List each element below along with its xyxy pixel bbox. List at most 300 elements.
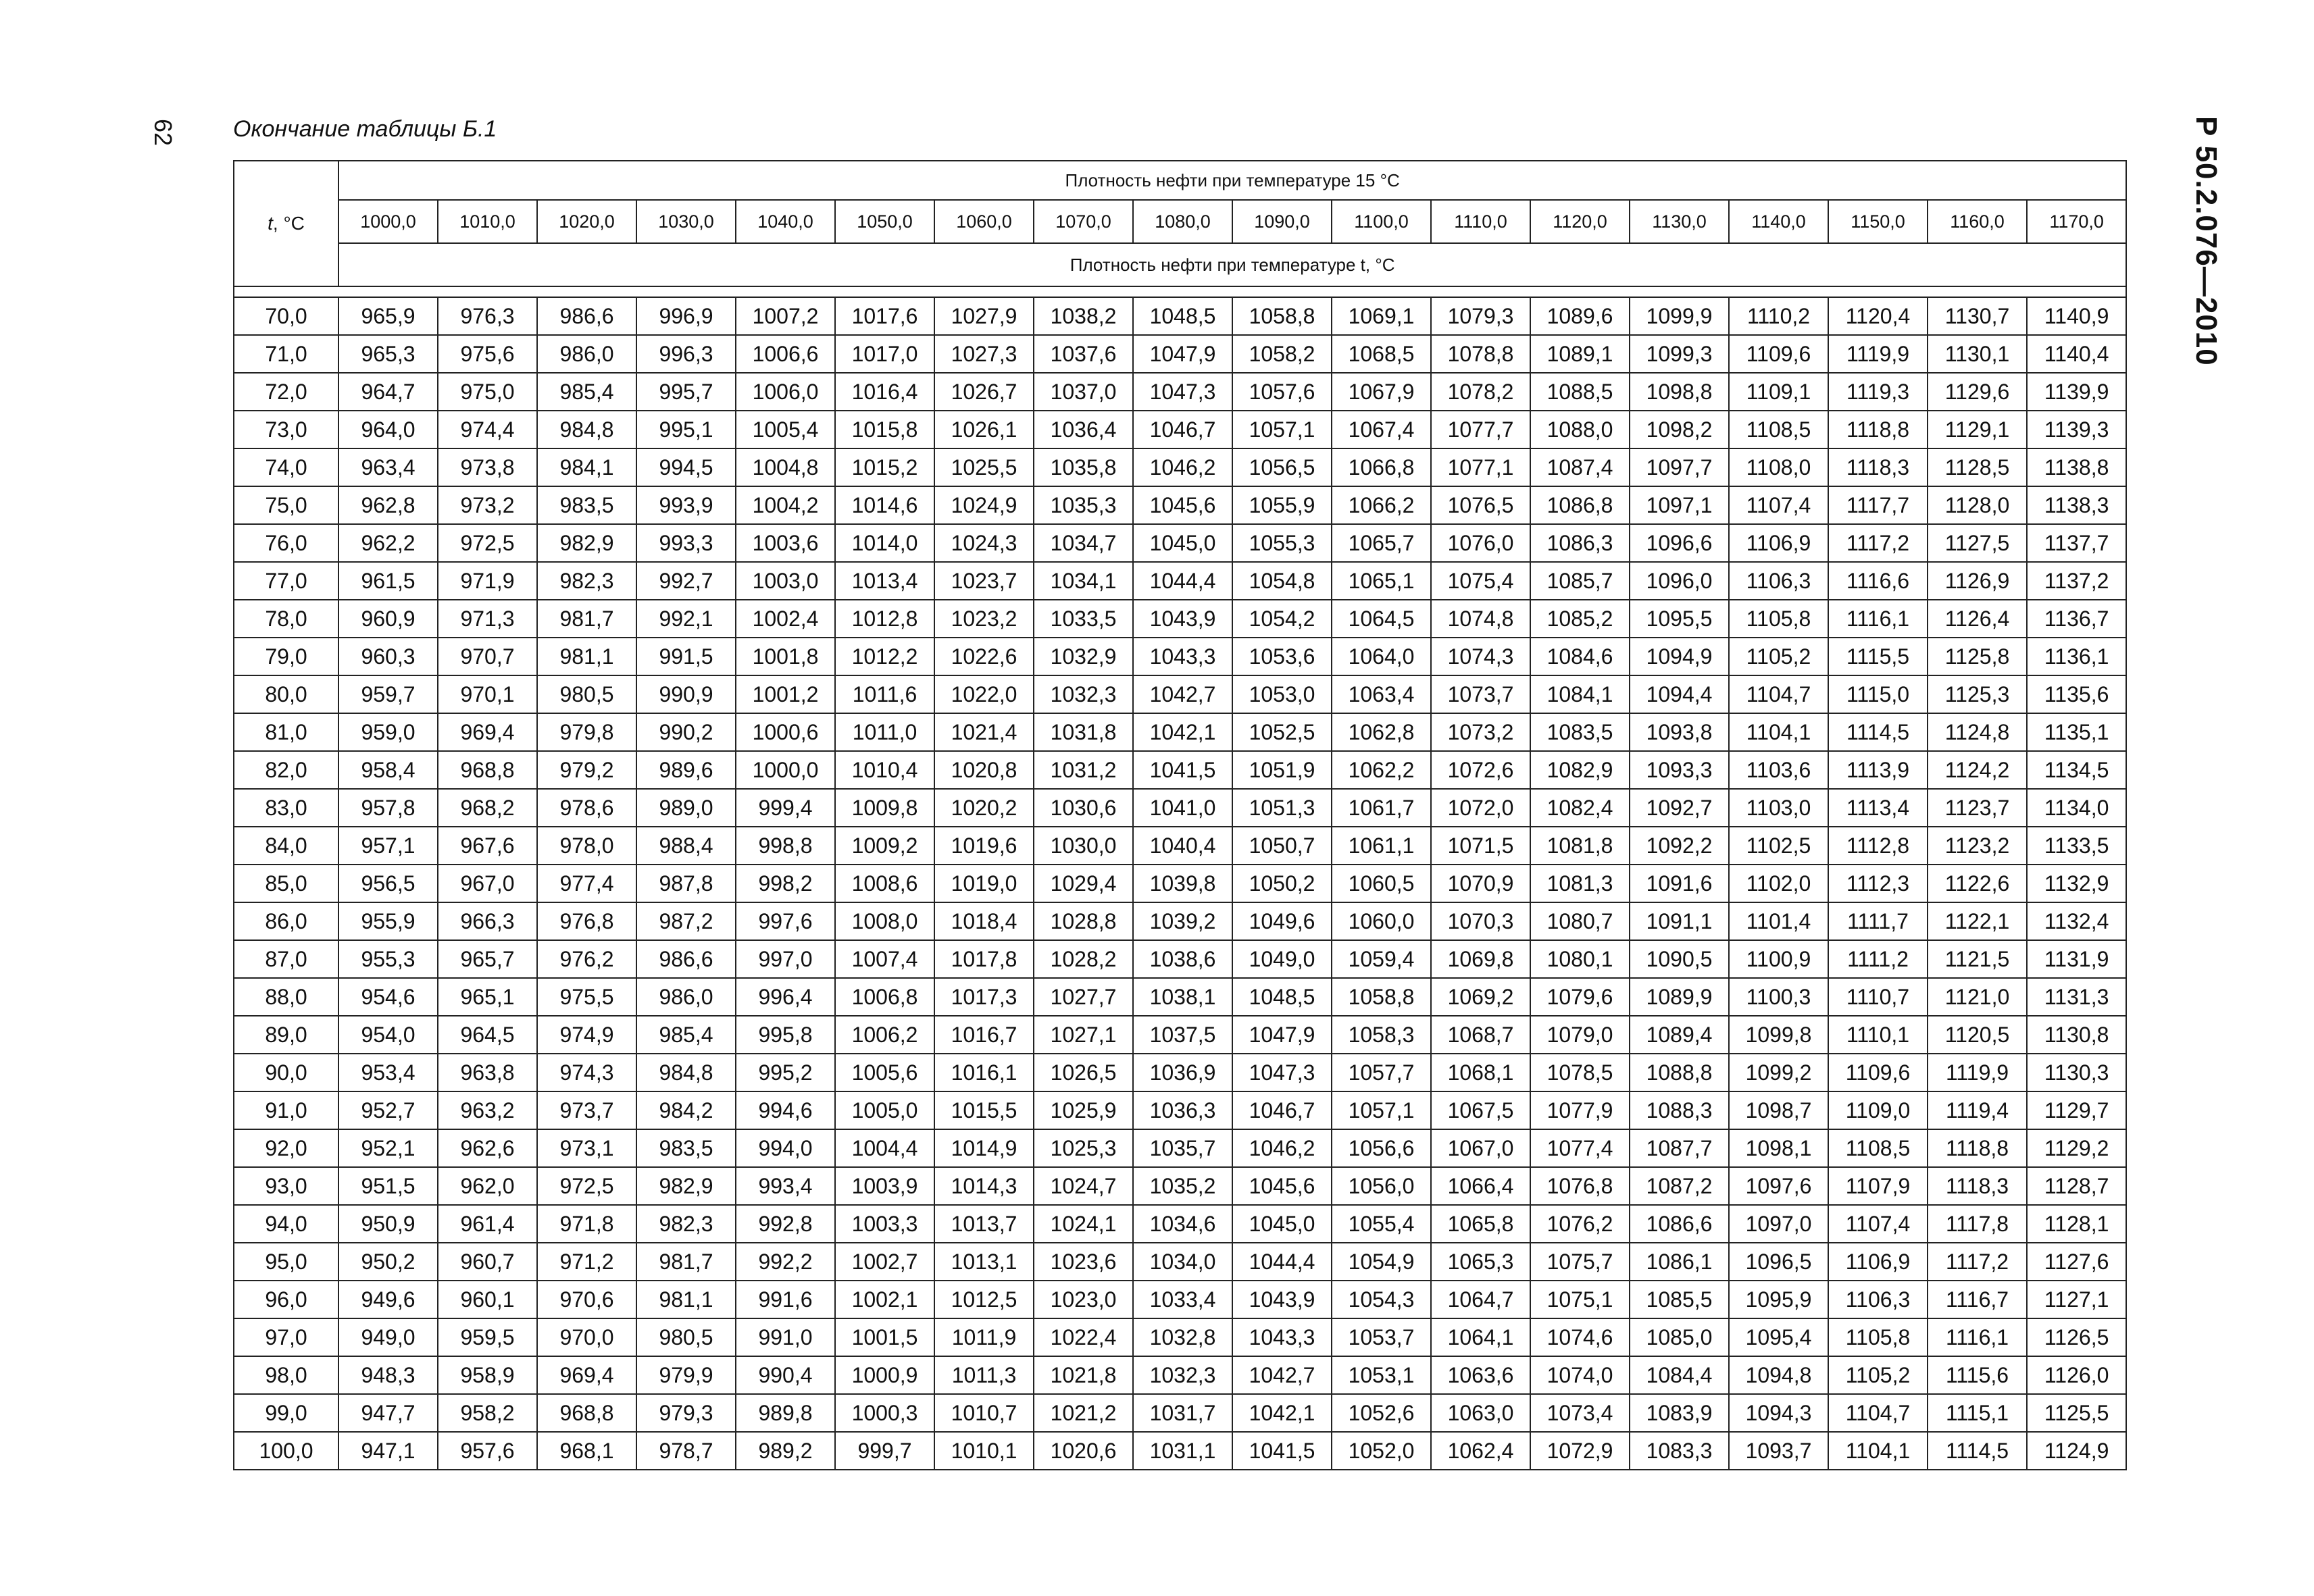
density-cell: 1049,0	[1232, 940, 1332, 978]
density-cell: 1030,0	[1034, 827, 1133, 865]
density-cell: 1046,2	[1232, 1129, 1332, 1167]
table-caption: Окончание таблицы Б.1	[233, 116, 497, 142]
density-cell: 1014,0	[835, 524, 934, 562]
density-cell: 1130,1	[1928, 335, 2027, 373]
density-cell: 981,7	[636, 1243, 736, 1281]
density-cell: 978,7	[636, 1432, 736, 1470]
density-cell: 987,8	[636, 865, 736, 902]
density-cell: 1105,8	[1828, 1318, 1928, 1356]
density-cell: 1088,3	[1630, 1091, 1729, 1129]
density-cell: 1127,1	[2027, 1281, 2126, 1318]
density-cell: 1033,5	[1034, 600, 1133, 638]
density-cell: 1128,0	[1928, 486, 2027, 524]
density-cell: 1080,1	[1530, 940, 1630, 978]
density-cell: 1049,6	[1232, 902, 1332, 940]
density-cell: 1008,0	[835, 902, 934, 940]
density-cell: 1023,2	[934, 600, 1034, 638]
density-cell: 1004,2	[736, 486, 835, 524]
density-cell: 1010,7	[934, 1394, 1034, 1432]
density-cell: 1054,9	[1332, 1243, 1431, 1281]
density-cell: 973,7	[537, 1091, 636, 1129]
density-cell: 950,2	[338, 1243, 438, 1281]
density-cell: 1009,8	[835, 789, 934, 827]
density-cell: 981,7	[537, 600, 636, 638]
density-cell: 1053,6	[1232, 638, 1332, 675]
density-cell: 1126,0	[2027, 1356, 2126, 1394]
density-cell: 1006,6	[736, 335, 835, 373]
density-cell: 1095,4	[1729, 1318, 1828, 1356]
density-cell: 984,8	[636, 1054, 736, 1091]
density-cell: 959,7	[338, 675, 438, 713]
density-cell: 983,5	[636, 1129, 736, 1167]
temperature-cell: 79,0	[234, 638, 338, 675]
density-cell: 1041,5	[1232, 1432, 1332, 1470]
table-row	[234, 1356, 2126, 1394]
density-cell: 1065,1	[1332, 562, 1431, 600]
density-cell: 1066,8	[1332, 448, 1431, 486]
density-cell: 1056,0	[1332, 1167, 1431, 1205]
density-column-header: 1100,0	[1332, 200, 1431, 243]
density-cell: 962,8	[338, 486, 438, 524]
density-cell: 999,7	[835, 1432, 934, 1470]
density-cell: 1065,3	[1431, 1243, 1530, 1281]
density-cell: 1090,5	[1630, 940, 1729, 978]
density-cell: 1095,9	[1729, 1281, 1828, 1318]
density-cell: 1023,7	[934, 562, 1034, 600]
density-cell: 994,5	[636, 448, 736, 486]
density-cell: 982,3	[636, 1205, 736, 1243]
density-cell: 1110,1	[1828, 1016, 1928, 1054]
density-cell: 970,0	[537, 1318, 636, 1356]
density-cell: 971,9	[438, 562, 537, 600]
density-cell: 1010,1	[934, 1432, 1034, 1470]
density-cell: 1129,1	[1928, 411, 2027, 448]
density-cell: 1011,9	[934, 1318, 1034, 1356]
density-cell: 1037,0	[1034, 373, 1133, 411]
density-cell: 1098,7	[1729, 1091, 1828, 1129]
density-column-header: 1070,0	[1034, 200, 1133, 243]
density-cell: 1116,6	[1828, 562, 1928, 600]
density-cell: 1105,2	[1828, 1356, 1928, 1394]
density-cell: 1107,4	[1828, 1205, 1928, 1243]
density-cell: 1077,7	[1431, 411, 1530, 448]
temperature-cell: 99,0	[234, 1394, 338, 1432]
density-cell: 974,4	[438, 411, 537, 448]
density-cell: 1084,6	[1530, 638, 1630, 675]
density-cell: 1012,5	[934, 1281, 1034, 1318]
table-row	[234, 1432, 2126, 1470]
temperature-cell: 90,0	[234, 1054, 338, 1091]
density-cell: 1063,0	[1431, 1394, 1530, 1432]
density-cell: 1063,4	[1332, 675, 1431, 713]
density-15c-group-header: Плотность нефти при температуре 15 °С	[338, 161, 2126, 200]
density-columns-row	[234, 200, 2126, 243]
density-cell: 1016,4	[835, 373, 934, 411]
density-cell: 965,7	[438, 940, 537, 978]
density-cell: 972,5	[438, 524, 537, 562]
temperature-cell: 75,0	[234, 486, 338, 524]
density-cell: 1129,2	[2027, 1129, 2126, 1167]
density-cell: 1064,5	[1332, 600, 1431, 638]
density-cell: 1014,3	[934, 1167, 1034, 1205]
density-cell: 1126,5	[2027, 1318, 2126, 1356]
density-cell: 1002,4	[736, 600, 835, 638]
density-cell: 955,9	[338, 902, 438, 940]
density-cell: 1037,6	[1034, 335, 1133, 373]
density-cell: 1082,4	[1530, 789, 1630, 827]
density-cell: 1043,3	[1232, 1318, 1332, 1356]
density-cell: 1040,4	[1133, 827, 1232, 865]
temperature-cell: 73,0	[234, 411, 338, 448]
density-cell: 1111,2	[1828, 940, 1928, 978]
table-row	[234, 675, 2126, 713]
density-cell: 1077,9	[1530, 1091, 1630, 1129]
density-cell: 982,9	[537, 524, 636, 562]
density-cell: 957,1	[338, 827, 438, 865]
density-cell: 1027,1	[1034, 1016, 1133, 1054]
density-column-header: 1020,0	[537, 200, 636, 243]
density-cell: 1024,7	[1034, 1167, 1133, 1205]
density-cell: 1085,0	[1630, 1318, 1729, 1356]
density-cell: 1019,6	[934, 827, 1034, 865]
temperature-cell: 95,0	[234, 1243, 338, 1281]
density-cell: 965,9	[338, 297, 438, 335]
density-column-header: 1110,0	[1431, 200, 1530, 243]
density-cell: 1042,1	[1232, 1394, 1332, 1432]
density-cell: 1057,1	[1232, 411, 1332, 448]
density-cell: 1079,3	[1431, 297, 1530, 335]
density-cell: 964,7	[338, 373, 438, 411]
density-t-group-header: Плотность нефти при температуре t, °С	[338, 243, 2126, 286]
density-cell: 1046,2	[1133, 448, 1232, 486]
density-cell: 1002,7	[835, 1243, 934, 1281]
density-cell: 1130,3	[2027, 1054, 2126, 1091]
density-cell: 1064,0	[1332, 638, 1431, 675]
density-cell: 1000,3	[835, 1394, 934, 1432]
density-cell: 979,2	[537, 751, 636, 789]
density-cell: 1075,7	[1530, 1243, 1630, 1281]
density-cell: 979,3	[636, 1394, 736, 1432]
density-cell: 959,5	[438, 1318, 537, 1356]
density-cell: 1132,4	[2027, 902, 2126, 940]
density-cell: 1082,9	[1530, 751, 1630, 789]
density-cell: 1085,7	[1530, 562, 1630, 600]
density-cell: 1103,6	[1729, 751, 1828, 789]
density-cell: 1048,5	[1232, 978, 1332, 1016]
density-cell: 1043,3	[1133, 638, 1232, 675]
density-cell: 968,1	[537, 1432, 636, 1470]
table-row	[234, 940, 2126, 978]
density-cell: 1039,2	[1133, 902, 1232, 940]
density-cell: 993,4	[736, 1167, 835, 1205]
density-cell: 1070,9	[1431, 865, 1530, 902]
density-cell: 1032,3	[1133, 1356, 1232, 1394]
density-cell: 1024,3	[934, 524, 1034, 562]
density-cell: 1027,3	[934, 335, 1034, 373]
density-cell: 1036,4	[1034, 411, 1133, 448]
density-column-header: 1030,0	[636, 200, 736, 243]
density-cell: 1118,8	[1928, 1129, 2027, 1167]
density-cell: 1113,4	[1828, 789, 1928, 827]
density-cell: 1134,5	[2027, 751, 2126, 789]
temperature-cell: 78,0	[234, 600, 338, 638]
density-cell: 987,2	[636, 902, 736, 940]
table-row	[234, 1129, 2126, 1167]
density-cell: 1072,6	[1431, 751, 1530, 789]
density-cell: 1032,8	[1133, 1318, 1232, 1356]
density-cell: 948,3	[338, 1356, 438, 1394]
density-cell: 1047,3	[1133, 373, 1232, 411]
density-cell: 1033,4	[1133, 1281, 1232, 1318]
density-cell: 1123,7	[1928, 789, 2027, 827]
density-cell: 1022,4	[1034, 1318, 1133, 1356]
density-cell: 1052,0	[1332, 1432, 1431, 1470]
density-cell: 1076,5	[1431, 486, 1530, 524]
density-cell: 1121,0	[1928, 978, 2027, 1016]
density-cell: 998,8	[736, 827, 835, 865]
density-cell: 976,2	[537, 940, 636, 978]
density-cell: 964,0	[338, 411, 438, 448]
density-cell: 960,7	[438, 1243, 537, 1281]
density-cell: 1073,7	[1431, 675, 1530, 713]
density-cell: 955,3	[338, 940, 438, 978]
density-cell: 1003,3	[835, 1205, 934, 1243]
density-cell: 1089,4	[1630, 1016, 1729, 1054]
density-cell: 1038,6	[1133, 940, 1232, 978]
density-cell: 1086,6	[1630, 1205, 1729, 1243]
density-cell: 1067,9	[1332, 373, 1431, 411]
density-cell: 975,0	[438, 373, 537, 411]
density-cell: 1135,6	[2027, 675, 2126, 713]
density-cell: 1091,6	[1630, 865, 1729, 902]
density-cell: 1057,7	[1332, 1054, 1431, 1091]
density-cell: 957,6	[438, 1432, 537, 1470]
density-cell: 1099,9	[1630, 297, 1729, 335]
density-cell: 1084,4	[1630, 1356, 1729, 1394]
density-cell: 977,4	[537, 865, 636, 902]
density-cell: 1055,9	[1232, 486, 1332, 524]
density-cell: 1025,5	[934, 448, 1034, 486]
density-cell: 1046,7	[1232, 1091, 1332, 1129]
density-cell: 988,4	[636, 827, 736, 865]
temperature-cell: 76,0	[234, 524, 338, 562]
density-cell: 1008,6	[835, 865, 934, 902]
density-cell: 1045,6	[1133, 486, 1232, 524]
density-cell: 1055,4	[1332, 1205, 1431, 1243]
density-cell: 1027,9	[934, 297, 1034, 335]
density-cell: 1094,8	[1729, 1356, 1828, 1394]
temperature-cell: 82,0	[234, 751, 338, 789]
density-cell: 960,1	[438, 1281, 537, 1318]
density-cell: 979,8	[537, 713, 636, 751]
density-cell: 1045,0	[1232, 1205, 1332, 1243]
density-cell: 1068,5	[1332, 335, 1431, 373]
density-cell: 1109,6	[1729, 335, 1828, 373]
page-number: 62	[149, 119, 177, 147]
density-cell: 986,6	[537, 297, 636, 335]
density-cell: 1099,3	[1630, 335, 1729, 373]
density-cell: 1065,7	[1332, 524, 1431, 562]
header-spacer-row	[234, 286, 2126, 297]
density-cell: 1070,3	[1431, 902, 1530, 940]
density-cell: 1067,0	[1431, 1129, 1530, 1167]
table-row	[234, 978, 2126, 1016]
density-cell: 1028,8	[1034, 902, 1133, 940]
density-cell: 1044,4	[1232, 1243, 1332, 1281]
density-cell: 1016,7	[934, 1016, 1034, 1054]
table-row	[234, 902, 2126, 940]
density-cell: 1015,8	[835, 411, 934, 448]
density-cell: 980,5	[636, 1318, 736, 1356]
density-cell: 974,3	[537, 1054, 636, 1091]
density-cell: 1116,1	[1928, 1318, 2027, 1356]
density-cell: 1015,2	[835, 448, 934, 486]
density-cell: 985,4	[636, 1016, 736, 1054]
density-cell: 999,4	[736, 789, 835, 827]
density-cell: 995,2	[736, 1054, 835, 1091]
density-cell: 978,0	[537, 827, 636, 865]
density-cell: 1117,2	[1828, 524, 1928, 562]
density-cell: 1117,7	[1828, 486, 1928, 524]
temperature-cell: 92,0	[234, 1129, 338, 1167]
density-cell: 1058,8	[1332, 978, 1431, 1016]
density-cell: 1085,5	[1630, 1281, 1729, 1318]
density-cell: 1100,9	[1729, 940, 1828, 978]
density-cell: 1069,2	[1431, 978, 1530, 1016]
density-cell: 1094,9	[1630, 638, 1729, 675]
density-cell: 1031,7	[1133, 1394, 1232, 1432]
density-cell: 1005,6	[835, 1054, 934, 1091]
density-cell: 1068,1	[1431, 1054, 1530, 1091]
density-cell: 1106,3	[1729, 562, 1828, 600]
density-cell: 1116,7	[1928, 1281, 2027, 1318]
density-cell: 1041,0	[1133, 789, 1232, 827]
density-cell: 1131,3	[2027, 978, 2126, 1016]
density-cell: 1077,1	[1431, 448, 1530, 486]
density-cell: 1051,3	[1232, 789, 1332, 827]
density-cell: 962,0	[438, 1167, 537, 1205]
density-cell: 1085,2	[1530, 600, 1630, 638]
density-cell: 961,4	[438, 1205, 537, 1243]
density-cell: 1029,4	[1034, 865, 1133, 902]
temperature-unit: , °C	[272, 213, 305, 234]
density-column-header: 1130,0	[1630, 200, 1729, 243]
density-cell: 1075,4	[1431, 562, 1530, 600]
density-cell: 1050,2	[1232, 865, 1332, 902]
density-cell: 1119,9	[1828, 335, 1928, 373]
density-cell: 1097,7	[1630, 448, 1729, 486]
temperature-cell: 74,0	[234, 448, 338, 486]
density-cell: 985,4	[537, 373, 636, 411]
density-cell: 1096,0	[1630, 562, 1729, 600]
density-cell: 1125,5	[2027, 1394, 2126, 1432]
density-cell: 1086,1	[1630, 1243, 1729, 1281]
density-cell: 1005,0	[835, 1091, 934, 1129]
density-cell: 969,4	[438, 713, 537, 751]
density-cell: 1045,6	[1232, 1167, 1332, 1205]
density-cell: 1003,9	[835, 1167, 934, 1205]
density-column-header: 1150,0	[1828, 200, 1928, 243]
density-cell: 971,3	[438, 600, 537, 638]
density-cell: 972,5	[537, 1167, 636, 1205]
density-cell: 1124,9	[2027, 1432, 2126, 1470]
density-cell: 1119,4	[1928, 1091, 2027, 1129]
density-cell: 1058,8	[1232, 297, 1332, 335]
density-cell: 1115,6	[1928, 1356, 2027, 1394]
density-cell: 1060,0	[1332, 902, 1431, 940]
density-cell: 971,2	[537, 1243, 636, 1281]
density-cell: 1076,2	[1530, 1205, 1630, 1243]
density-cell: 1105,2	[1729, 638, 1828, 675]
density-cell: 1135,1	[2027, 713, 2126, 751]
density-cell: 1094,3	[1729, 1394, 1828, 1432]
density-cell: 1088,5	[1530, 373, 1630, 411]
density-cell: 1120,4	[1828, 297, 1928, 335]
density-cell: 1079,0	[1530, 1016, 1630, 1054]
table-row	[234, 411, 2126, 448]
density-cell: 1031,2	[1034, 751, 1133, 789]
temperature-header	[234, 161, 338, 286]
density-cell: 1112,3	[1828, 865, 1928, 902]
density-cell: 1014,6	[835, 486, 934, 524]
spacer-cell	[234, 286, 2126, 297]
temperature-cell: 71,0	[234, 335, 338, 373]
density-cell: 1097,1	[1630, 486, 1729, 524]
density-cell: 961,5	[338, 562, 438, 600]
density-cell: 983,5	[537, 486, 636, 524]
density-cell: 979,9	[636, 1356, 736, 1394]
density-cell: 965,3	[338, 335, 438, 373]
density-cell: 1078,5	[1530, 1054, 1630, 1091]
density-cell: 1109,1	[1729, 373, 1828, 411]
density-cell: 1072,9	[1530, 1432, 1630, 1470]
density-cell: 1017,8	[934, 940, 1034, 978]
density-cell: 990,9	[636, 675, 736, 713]
temperature-cell: 70,0	[234, 297, 338, 335]
density-cell: 1106,3	[1828, 1281, 1928, 1318]
density-cell: 989,2	[736, 1432, 835, 1470]
density-cell: 962,6	[438, 1129, 537, 1167]
density-cell: 1115,5	[1828, 638, 1928, 675]
density-cell: 1093,3	[1630, 751, 1729, 789]
density-cell: 1098,1	[1729, 1129, 1828, 1167]
density-cell: 973,1	[537, 1129, 636, 1167]
density-cell: 1017,6	[835, 297, 934, 335]
density-cell: 1066,4	[1431, 1167, 1530, 1205]
density-cell: 1007,2	[736, 297, 835, 335]
density-cell: 1136,7	[2027, 600, 2126, 638]
density-cell: 1126,4	[1928, 600, 2027, 638]
density-cell: 971,8	[537, 1205, 636, 1243]
temperature-cell: 85,0	[234, 865, 338, 902]
density-cell: 1088,0	[1530, 411, 1630, 448]
density-cell: 1054,3	[1332, 1281, 1431, 1318]
density-cell: 1036,3	[1133, 1091, 1232, 1129]
density-cell: 1110,7	[1828, 978, 1928, 1016]
density-cell: 1035,8	[1034, 448, 1133, 486]
density-cell: 1113,9	[1828, 751, 1928, 789]
density-cell: 1021,8	[1034, 1356, 1133, 1394]
density-cell: 1000,0	[736, 751, 835, 789]
density-cell: 1115,0	[1828, 675, 1928, 713]
density-cell: 962,2	[338, 524, 438, 562]
density-cell: 1127,6	[2027, 1243, 2126, 1281]
density-cell: 1078,2	[1431, 373, 1530, 411]
density-cell: 1097,6	[1729, 1167, 1828, 1205]
density-cell: 1089,9	[1630, 978, 1729, 1016]
density-cell: 1117,2	[1928, 1243, 2027, 1281]
density-cell: 1052,6	[1332, 1394, 1431, 1432]
